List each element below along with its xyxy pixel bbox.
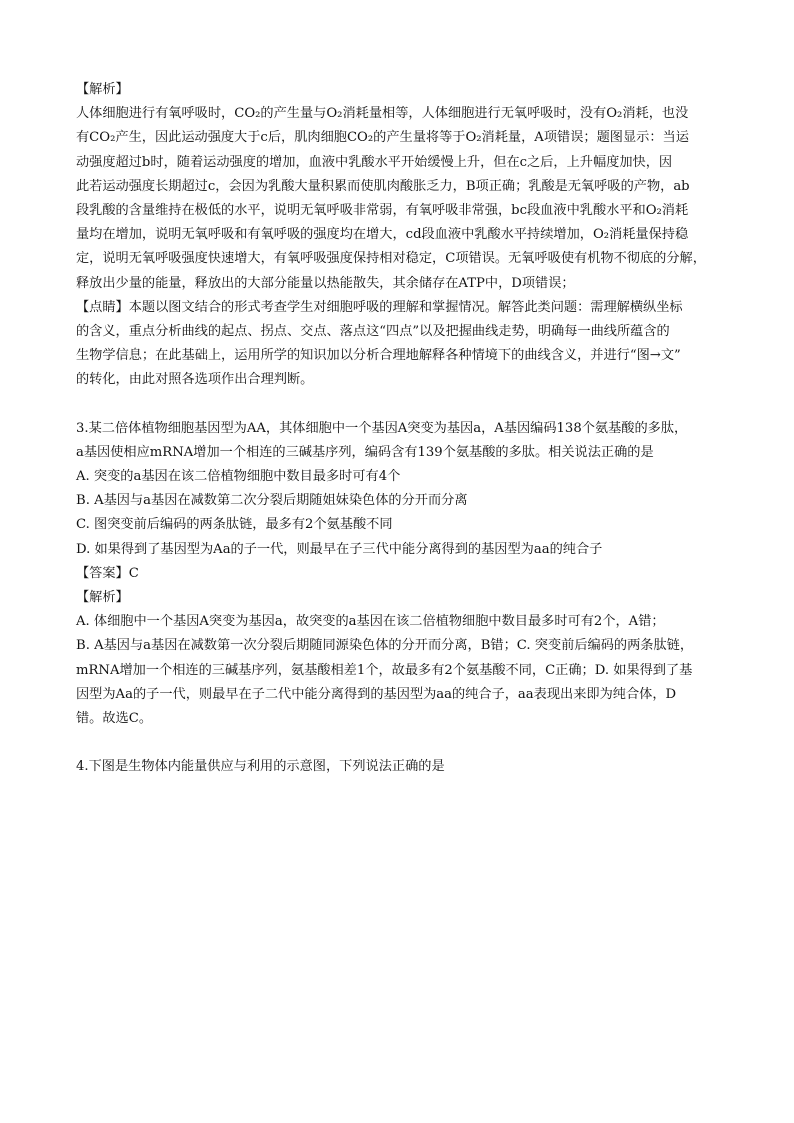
question-4 (76, 755, 728, 779)
comment-line: 【点睛】本题以图文结合的形式考查学生对细胞呼吸的理解和掌握情况。解答此类问题：需理解横纵坐标 (76, 299, 683, 315)
analysis-line: mRNA增加一个相连的三碱基序列，氨基酸相差1个，故最多有2个氨基酸不同，C正确；D. 如果得到了基 (76, 662, 693, 678)
analysis-line: 定，说明无氧呼吸强度快速增大，有氧呼吸强度保持相对稳定，C项错误。无氧呼吸使有机物不彻底的分解， (76, 251, 706, 267)
analysis-line: 人体细胞进行有氧呼吸时，CO₂的产生量与O₂消耗量相等，人体细胞进行无氧呼吸时，没有O₂消耗，也没 (76, 106, 689, 122)
option-b: B. A基因与a基因在减数第二次分裂后期随姐妹染色体的分开而分离 (76, 493, 468, 509)
question-stem-line: 4.下图是生物体内能量供应与利用的示意图，下列说法正确的是 (76, 759, 445, 775)
comment-line: 的转化，由此对照各选项作出合理判断。 (76, 372, 314, 388)
section-gap (76, 393, 728, 417)
analysis-heading: 【解析】 (76, 82, 129, 97)
analysis-line: 动强度超过b时，随着运动强度的增加，血液中乳酸水平开始缓慢上升，但在c之后，上升幅度加快，因 (76, 154, 673, 170)
question-stem-line: a基因使相应mRNA增加一个相连的三碱基序列，编码含有139个氨基酸的多肽。相关说法正确的是 (76, 444, 654, 460)
option-c: C. 图突变前后编码的两条肽链，最多有2个氨基酸不同 (76, 517, 393, 533)
question-stem-line: 3.某二倍体植物细胞基因型为AA，其体细胞中一个基因A突变为基因a，A基因编码138个氨基酸的多肽， (76, 420, 688, 436)
option-a: A. 突变的a基因在该二倍植物细胞中数目最多时可有4个 (76, 469, 401, 485)
section-gap (76, 731, 728, 755)
answer-label: 【答案】C (76, 565, 139, 581)
analysis-heading: 【解析】 (76, 590, 129, 606)
document-page (76, 78, 728, 779)
comment-line: 的含义，重点分析曲线的起点、拐点、交点、落点这“四点”以及把握曲线走势，明确每一曲线所蕴含的 (76, 324, 670, 340)
analysis-line: 量均在增加，说明无氧呼吸和有氧呼吸的强度均在增大，cd段血液中乳酸水平持续增加，O₂消耗量保持稳 (76, 227, 689, 243)
analysis-line: 因型为Aa的子一代，则最早在子二代中能分离得到的基因型为aa的纯合子，aa表现出来即为纯合体，D (76, 686, 677, 702)
analysis-line: A. 体细胞中一个基因A突变为基因a，故突变的a基因在该二倍植物细胞中数目最多时可有2个，A错； (76, 614, 665, 630)
comment-section-1 (76, 296, 728, 393)
analysis-line: B. A基因与a基因在减数第一次分裂后期随同源染色体的分开而分离，B错；C. 突变前后编码的两条肽链， (76, 638, 694, 654)
analysis-line: 错。故选C。 (76, 711, 153, 727)
question-3 (76, 417, 728, 732)
analysis-line: 释放出少量的能量，释放出的大部分能量以热能散失，其余储存在ATP中，D项错误； (76, 275, 575, 291)
comment-line: 生物学信息；在此基础上，运用所学的知识加以分析合理地解释各种情境下的曲线含义，并进行“图→文” (76, 348, 681, 364)
analysis-section-1 (76, 78, 728, 296)
analysis-line: 有CO₂产生，因此运动强度大于c后，肌肉细胞CO₂的产生量将等于O₂消耗量，A项错误；题图显示：当运 (76, 130, 689, 146)
analysis-line: 段乳酸的含量维持在极低的水平，说明无氧呼吸非常弱，有氧呼吸非常强，bc段血液中乳酸水平和O₂消耗 (76, 203, 689, 219)
analysis-line: 此若运动强度长期超过c，会因为乳酸大量积累而使肌肉酸胀乏力，B项正确；乳酸是无氧呼吸的产物，ab (76, 178, 690, 194)
option-d: D. 如果得到了基因型为Aa的子一代，则最早在子三代中能分离得到的基因型为aa的纯合子 (76, 541, 603, 557)
